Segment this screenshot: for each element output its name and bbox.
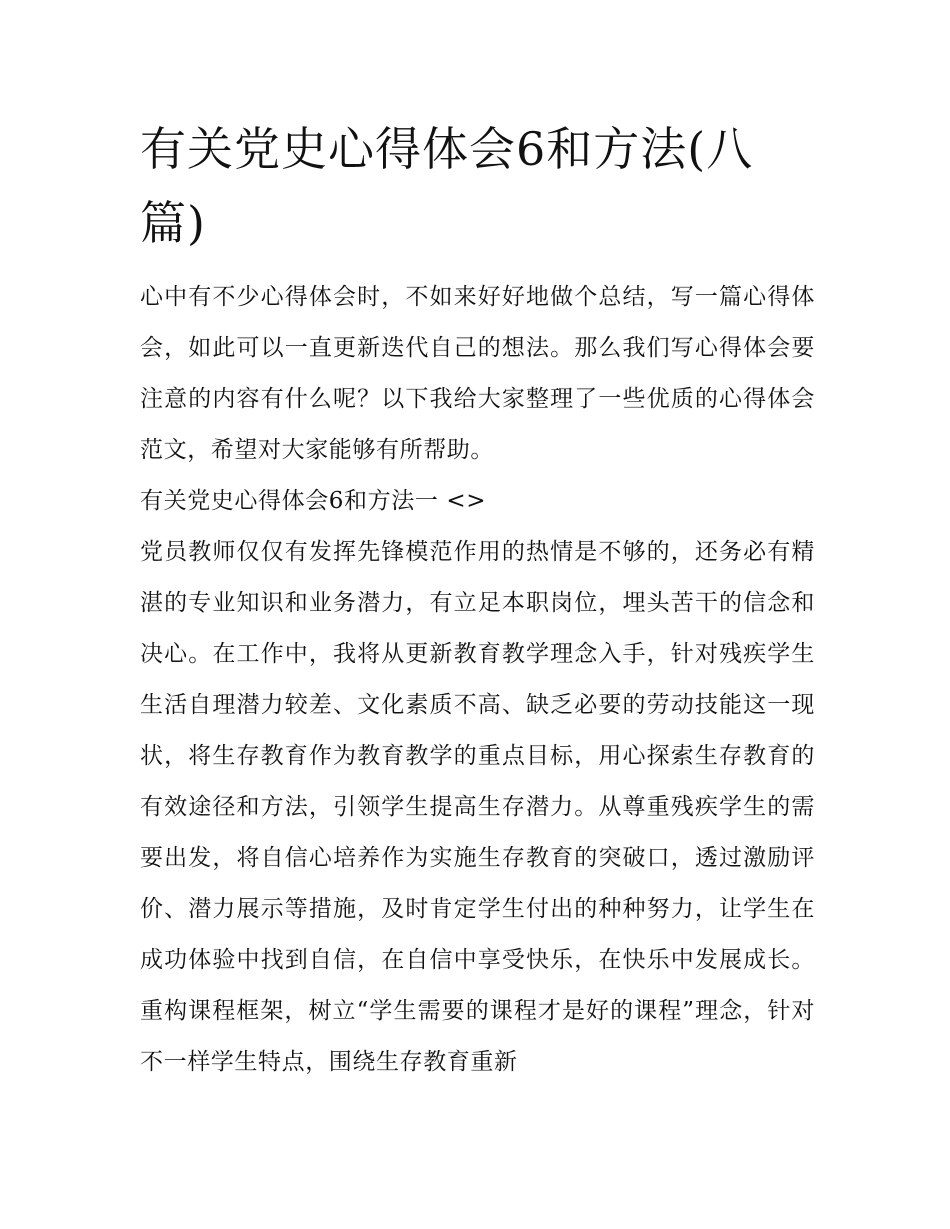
section-heading: 有关党史心得体会6和方法一 <> — [140, 488, 487, 514]
intro-paragraph: 心中有不少心得体会时，不如来好好地做个总结，写一篇心得体会，如此可以一直更新迭代自己的想法。那么我们写心得体会要注意的内容有什么呢？以下我给大家整理了一些优质的心得体会范文，希望对大家能够有所帮助。 — [140, 284, 815, 463]
section-body-paragraph: 党员教师仅仅有发挥先锋模范作用的热情是不够的，还务必有精湛的专业知识和业务潜力，有立足本职岗位，埋头苦干的信念和决心。在工作中，我将从更新教育教学理念入手，针对残疾学生生活自理潜力较差、文化素质不高、缺乏必要的劳动技能这一现状，将生存教育作为教育教学的重点目标，用心探索生存教育的有效途径和方法，引领学生提高生存潜力。从尊重残疾学生的需要出发，将自信心培养作为实施生存教育的突破口，透过激励评价、潜力展示等措施，及时肯定学生付出的种种努力，让学生在成功体验中找到自信，在自信中享受快乐，在快乐中发展成长。重构课程框架，树立“学生需要的课程才是好的课程”理念，针对不一样学生特点，围绕生存教育重新 — [140, 539, 815, 1075]
document-title: 有关党史心得体会6和方法(八篇) — [140, 122, 754, 250]
document-content — [140, 112, 815, 1088]
